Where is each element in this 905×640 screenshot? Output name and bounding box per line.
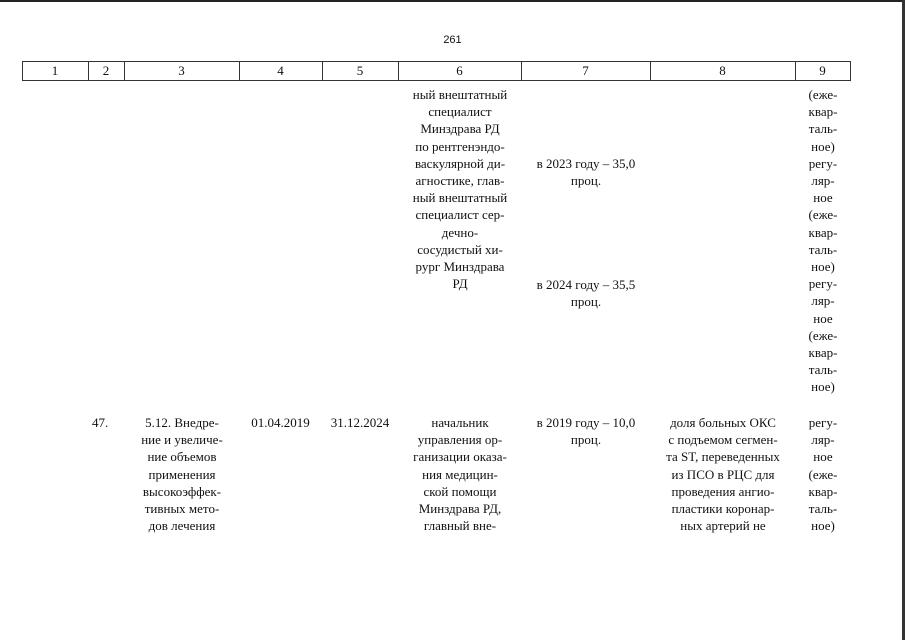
column-header-9: 9 <box>819 63 826 78</box>
text-line: регу- <box>808 415 838 430</box>
target-2024 <box>522 276 650 310</box>
text-line: ных артерий не <box>680 518 766 534</box>
page-number: 261 <box>443 34 462 46</box>
text-line: рург Минздрава <box>415 259 505 275</box>
text-line: квар- <box>808 483 838 499</box>
text-line: таль- <box>808 121 838 137</box>
end-date: 31.12.2024 <box>330 415 390 430</box>
text-line: проведения ангио- <box>671 483 775 499</box>
text-line: в 2023 году – 35,0 <box>536 156 636 171</box>
text-line: (еже- <box>808 87 838 102</box>
text-line: таль- <box>808 241 838 257</box>
text-line: ской помощи <box>423 483 497 499</box>
text-line: ное) <box>811 379 835 395</box>
text-line: Минздрава РД, <box>418 501 502 517</box>
text-line: васкулярной ди- <box>414 155 506 171</box>
column-header-6: 6 <box>456 63 463 78</box>
text-line: ляр- <box>811 293 835 309</box>
text-line: в 2024 году – 35,5 <box>536 277 636 292</box>
indicator-description <box>652 414 794 534</box>
column-header-3: 3 <box>178 63 185 78</box>
text-line: пластики коронар- <box>671 501 775 517</box>
text-line: ляр- <box>811 173 835 189</box>
text-line: доля больных ОКС <box>670 415 776 430</box>
text-line: (еже- <box>808 207 838 223</box>
text-line: начальник <box>431 415 489 430</box>
text-line: с подъемом сегмен- <box>668 432 778 448</box>
text-line: сосудистый хи- <box>417 241 503 257</box>
row-number: 47. <box>92 415 109 430</box>
text-line: квар- <box>808 224 838 240</box>
text-line: квар- <box>808 345 838 361</box>
header-bottom-border <box>22 80 850 81</box>
col-divider <box>850 61 851 81</box>
start-date: 01.04.2019 <box>251 415 310 430</box>
column-header-1: 1 <box>51 63 59 78</box>
text-line: РД <box>452 276 468 292</box>
text-line: проц. <box>570 173 602 189</box>
text-line: проц. <box>570 294 602 310</box>
text-line: высокоэффек- <box>142 483 222 499</box>
text-line: ганизации оказа- <box>413 449 507 465</box>
text-line: та ST, переведенных <box>666 449 780 465</box>
text-line: ное) <box>811 518 835 534</box>
periodicity <box>798 414 848 534</box>
text-line: 5.12. Внедре- <box>145 415 219 430</box>
scan-top-edge <box>0 0 905 2</box>
text-line: в 2019 году – 10,0 <box>536 415 636 430</box>
text-line: применения <box>148 466 216 482</box>
text-line: по рентгенэндо- <box>415 138 505 154</box>
text-line: агностике, глав- <box>415 173 505 189</box>
text-line: регу- <box>808 155 838 171</box>
text-line: ное <box>813 449 833 465</box>
text-line: ние объемов <box>147 449 217 465</box>
column-header-2: 2 <box>102 63 110 78</box>
text-line: таль- <box>808 501 838 517</box>
text-line: тивных мето- <box>144 501 220 517</box>
text-line: регу- <box>808 276 838 292</box>
text-line: ное) <box>811 138 835 154</box>
target-2023 <box>522 155 650 189</box>
column-header-8: 8 <box>719 63 726 78</box>
responsible-continuation <box>404 86 516 292</box>
text-line: ный внештатный <box>412 87 508 102</box>
text-line: (еже- <box>808 327 838 343</box>
text-line: главный вне- <box>423 518 497 534</box>
text-line: ние и увеличе- <box>141 432 223 448</box>
text-line: дечно- <box>441 224 479 240</box>
target-2019 <box>522 414 650 448</box>
text-line: Минздрава РД <box>420 121 500 137</box>
text-line: (еже- <box>808 466 838 482</box>
text-line: ляр- <box>811 432 835 448</box>
text-line: управления ор- <box>417 432 503 448</box>
periodicity-continuation <box>798 86 848 396</box>
text-line: дов лечения <box>148 518 216 534</box>
responsible-person <box>404 414 516 534</box>
text-line: из ПСО в РЦС для <box>671 466 775 482</box>
text-line: ный внештатный <box>412 190 508 206</box>
column-header-4: 4 <box>277 63 284 78</box>
text-line: специалист <box>428 104 492 120</box>
text-line: ное) <box>811 259 835 275</box>
text-line: ное <box>813 190 833 206</box>
text-line: ное <box>813 310 833 326</box>
text-line: таль- <box>808 362 838 378</box>
text-line: проц. <box>570 432 602 448</box>
activity-name <box>125 414 239 534</box>
text-line: специалист сер- <box>415 207 505 223</box>
column-header-7: 7 <box>582 63 589 78</box>
text-line: ния медицин- <box>422 466 498 482</box>
column-header-5: 5 <box>356 63 364 78</box>
text-line: квар- <box>808 104 838 120</box>
